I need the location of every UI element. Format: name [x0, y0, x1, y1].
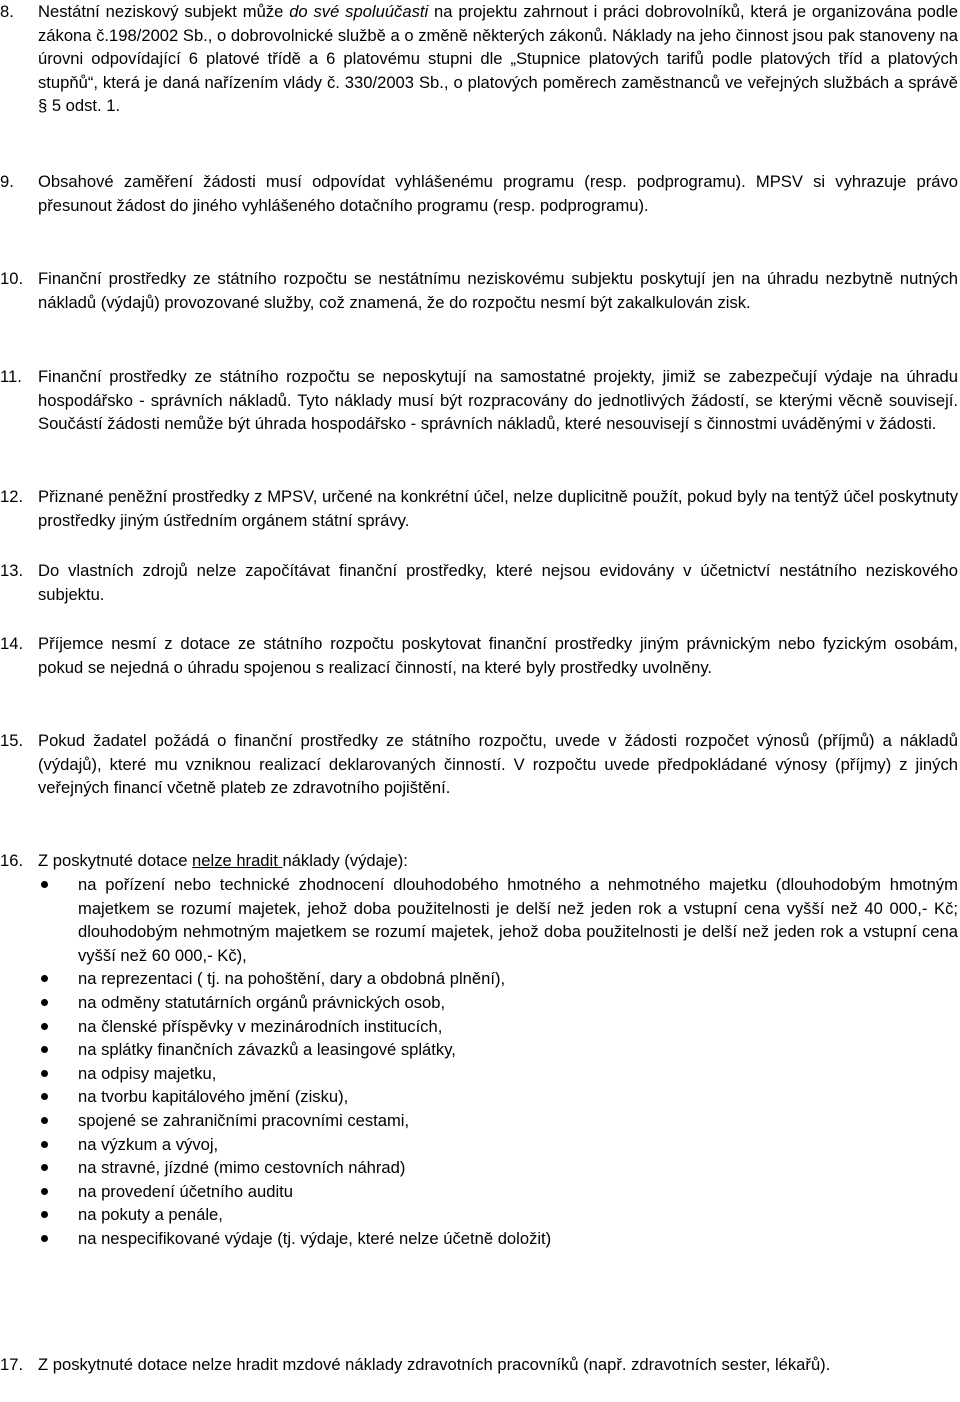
paragraph-number: 11. [0, 367, 22, 386]
list-item-text: na reprezentaci ( tj. na pohoštění, dary a obdobná plnění), [78, 969, 506, 989]
paragraph-15 [0, 729, 958, 800]
bullet-icon [41, 1188, 48, 1195]
paragraph-10 [0, 267, 958, 314]
paragraph-number: 14. [0, 634, 24, 653]
paragraph-number: 12. [0, 487, 24, 506]
bullet-icon [41, 881, 48, 888]
paragraph-text: Nestátní neziskový subjekt může do své spoluúčasti na projektu zahrnout i práci dobrovolníků, která je organizována podle zákona č.198/2002 Sb., o dobrovolnické službě a o změně některých zákonů. Náklady na jeho činnost jsou pak stanoveny na úrovni odpovídající 6 platové třídě a 6 platovému stupni dle „Stupnice platových tarifů podle platových tříd a platových stupňů“, která je daná nařízením vlády č. 330/2003 Sb., o platových poměrech zaměstnanců ve veřejných službách a správě § 5 odst. 1. [38, 2, 958, 116]
list-item [38, 1038, 958, 1062]
paragraph-13 [0, 559, 958, 606]
list-item [38, 1180, 958, 1204]
paragraph-text: Finanční prostředky ze státního rozpočtu se nestátnímu neziskovému subjektu poskytují jen na úhradu nezbytně nutných nákladů (výdajů) provozované služby, což znamená, že do rozpočtu nesmí být zakalkulován zisk. [38, 269, 958, 312]
paragraph-number: 13. [0, 561, 24, 580]
bullet-icon [41, 1235, 48, 1242]
list-item [38, 991, 958, 1015]
bullet-icon [41, 1211, 48, 1218]
paragraph-number: 17. [0, 1355, 24, 1374]
list-item [38, 1203, 958, 1227]
paragraph-number: 16. [0, 851, 24, 870]
bullet-icon [41, 1164, 48, 1171]
paragraph-text: Přiznané peněžní prostředky z MPSV, určené na konkrétní účel, nelze duplicitně použít, pokud byly na tentýž účel poskytnuty prostředky jiným ústředním orgánem státní správy. [38, 487, 958, 530]
list-item-text: na tvorbu kapitálového jmění (zisku), [78, 1087, 349, 1107]
paragraph-17 [0, 1353, 958, 1377]
paragraph-16 [0, 849, 958, 873]
list-item-text: na výzkum a vývoj, [78, 1134, 219, 1154]
paragraph-text: Příjemce nesmí z dotace ze státního rozpočtu poskytovat finanční prostředky jiným právnickým nebo fyzickým osobám, pokud se nejedná o úhradu spojenou s realizací činností, na které byly prostředky uvolněny. [38, 634, 958, 677]
list-item-text: na členské příspěvky v mezinárodních institucích, [78, 1016, 443, 1036]
list-item [38, 1109, 958, 1133]
list-item-text: na odpisy majetku, [78, 1063, 217, 1083]
paragraph-text: Obsahové zaměření žádosti musí odpovídat vyhlášenému programu (resp. podprogramu). MPSV si vyhrazuje právo přesunout žádost do jiného vyhlášeného dotačního programu (resp. podprogramu). [38, 172, 958, 215]
list-item [38, 1227, 958, 1251]
italic-phrase: do své spoluúčasti [289, 2, 429, 21]
paragraph-number: 8. [0, 2, 14, 21]
paragraph-number: 15. [0, 731, 24, 750]
bullet-icon [41, 1070, 48, 1077]
paragraph-8 [0, 0, 958, 118]
list-item [38, 873, 958, 967]
bullet-icon [41, 999, 48, 1006]
paragraph-text: Finanční prostředky ze státního rozpočtu se neposkytují na samostatné projekty, jimiž se zabezpečují výdaje na úhradu hospodářsko - správních nákladů. Tyto náklady musí být rozpracovány do jednotlivých žádostí, se kterými věcně souvisejí. Součástí žádosti nemůže být úhrada hospodářsko - správních nákladů, které nesouvisejí s činnostmi uváděnými v žádosti. [38, 367, 958, 434]
list-item-text: na stravné, jízdné (mimo cestovních náhrad) [78, 1158, 406, 1178]
list-intro: Z poskytnuté dotace nelze hradit náklady (výdaje): [38, 851, 408, 870]
paragraph-14 [0, 632, 958, 679]
list-item [38, 1156, 958, 1180]
expense-exclusion-list [38, 873, 958, 1251]
paragraph-11 [0, 365, 958, 436]
paragraph-number: 10. [0, 269, 24, 288]
list-item-text: na nespecifikované výdaje (tj. výdaje, které nelze účetně doložit) [78, 1228, 552, 1248]
paragraph-9 [0, 170, 958, 217]
bullet-icon [41, 1093, 48, 1100]
list-item [38, 1015, 958, 1039]
list-item [38, 1133, 958, 1157]
paragraph-text: Z poskytnuté dotace nelze hradit mzdové náklady zdravotních pracovníků (např. zdravotních sester, lékařů). [38, 1355, 831, 1374]
paragraph-text [38, 849, 958, 873]
bullet-icon [41, 1117, 48, 1124]
list-item-text: na pořízení nebo technické zhodnocení dlouhodobého hmotného a nehmotného majetku (dlouhodobým hmotným majetkem se rozumí majetek, jehož doba použitelnosti je delší než jeden rok a vstupní cena vyšší než 40 000,- Kč; dlouhodobým nehmotným majetkem se rozumí majetek, jehož doba použitelnosti je delší než jeden rok a vstupní cena vyšší než 60 000,- Kč), [78, 875, 958, 965]
paragraph-text: Do vlastních zdrojů nelze započítávat finanční prostředky, které nejsou evidovány v účetnictví nestátního neziskového subjektu. [38, 561, 958, 604]
paragraph-12 [0, 485, 958, 532]
list-item-text: na pokuty a penále, [78, 1205, 223, 1225]
list-item-text: na provedení účetního auditu [78, 1181, 293, 1201]
underlined-phrase: nelze hradit [192, 851, 283, 870]
list-item-text: na odměny statutárních orgánů právnických osob, [78, 992, 446, 1012]
list-item [38, 1062, 958, 1086]
bullet-icon [41, 975, 48, 982]
list-item [38, 1085, 958, 1109]
bullet-icon [41, 1023, 48, 1030]
bullet-icon [41, 1046, 48, 1053]
bullet-icon [41, 1141, 48, 1148]
paragraph-number: 9. [0, 172, 14, 191]
list-item-text: na splátky finančních závazků a leasingové splátky, [78, 1040, 456, 1060]
list-item-text: spojené se zahraničními pracovními cestami, [78, 1110, 410, 1130]
paragraph-text: Pokud žadatel požádá o finanční prostředky ze státního rozpočtu, uvede v žádosti rozpočet výnosů (příjmů) a nákladů (výdajů), které mu vzniknou realizací deklarovaných činností. V rozpočtu uvede předpokládané výnosy (příjmy) z jiných veřejných financí včetně plateb ze zdravotního pojištění. [38, 731, 958, 798]
list-item [38, 967, 958, 991]
